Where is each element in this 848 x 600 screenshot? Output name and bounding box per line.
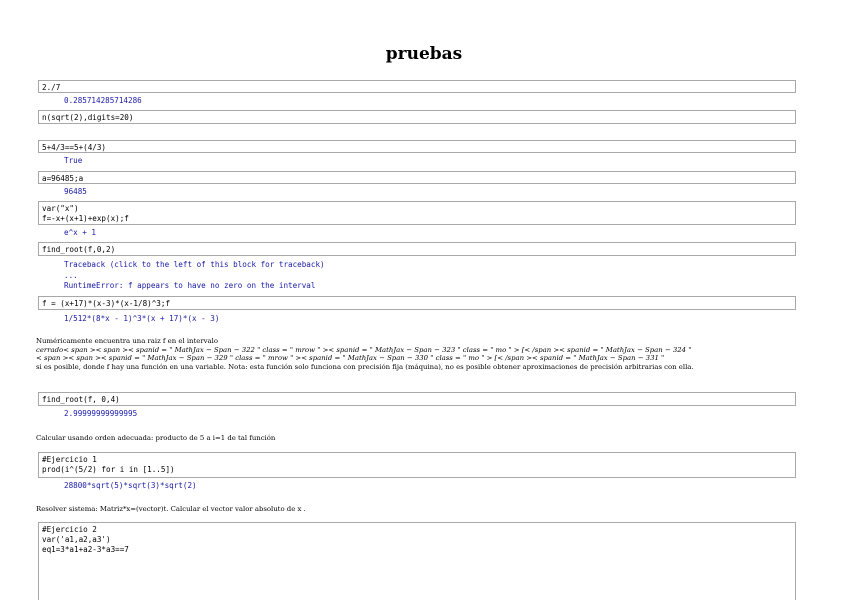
- output-cell-7: 1/512*(8*x - 1)^3*(x + 17)*(x - 3): [64, 314, 220, 323]
- output-cell-5: e^x + 1: [64, 228, 97, 237]
- output-cell-9: 28800*sqrt(5)*sqrt(3)*sqrt(2): [64, 481, 197, 490]
- input-cell-4[interactable]: a=96485;a: [38, 171, 796, 184]
- input-cell-8[interactable]: find_root(f, 0,4): [38, 392, 796, 406]
- output-cell-6: Traceback (click to the left of this block for traceback) ... RuntimeError: f appears to have no zero on the interval: [64, 260, 325, 291]
- text-cell-ejercicio-1: Calcular usando orden adecuada: producto de 5 a i=1 de tal función: [36, 434, 276, 442]
- output-cell-3: True: [64, 156, 83, 165]
- text-line: cerrado< span >< span >< spanid = " MathJax − Span − 322 " class = " mrow " >< spanid = " MathJax − Span − 323 " class = " mo " > [< /span >< spanid = " MathJax − Span − 324 ": [36, 345, 692, 354]
- output-cell-1: 0.285714285714286: [64, 96, 142, 105]
- text-line: si es posible, donde f hay una función en una variable. Nota: esta función solo funciona con precisión fija (máquina), no es posible obtener aproximaciones de precisión arbitrarias con ella.: [36, 362, 694, 371]
- output-cell-4: 96485: [64, 187, 87, 196]
- input-cell-3[interactable]: 5+4/3==5+(4/3): [38, 140, 796, 153]
- text-cell-ejercicio-2: Resolver sistema: Matriz*x=(vector)t. Calcular el vector valor absoluto de x .: [36, 505, 306, 513]
- input-cell-6[interactable]: find_root(f,0,2): [38, 242, 796, 256]
- page-title: pruebas: [385, 44, 463, 64]
- input-cell-10[interactable]: #Ejercicio 2 var('a1,a2,a3') eq1=3*a1+a2-3*a3==7: [38, 522, 796, 600]
- input-cell-5[interactable]: var("x") f=-x+(x+1)+exp(x);f: [38, 201, 796, 225]
- text-cell-find-root: [36, 337, 846, 371]
- input-cell-2[interactable]: n(sqrt(2),digits=20): [38, 110, 796, 124]
- input-cell-7[interactable]: f = (x+17)*(x-3)*(x-1/8)^3;f: [38, 296, 796, 310]
- text-line: < span >< span >< spanid = " MathJax − Span − 329 " class = " mrow " >< spanid = " MathJax − Span − 330 " class = " mo " > [< /span >< spanid = " MathJax − Span − 331 ": [36, 354, 665, 363]
- output-cell-8: 2.99999999999995: [64, 409, 138, 418]
- input-cell-9[interactable]: #Ejercicio 1 prod(i^(5/2) for i in [1..5]): [38, 452, 796, 478]
- text-line: Numéricamente encuentra una raiz f en el intervalo: [36, 337, 218, 345]
- input-cell-1[interactable]: 2./7: [38, 80, 796, 93]
